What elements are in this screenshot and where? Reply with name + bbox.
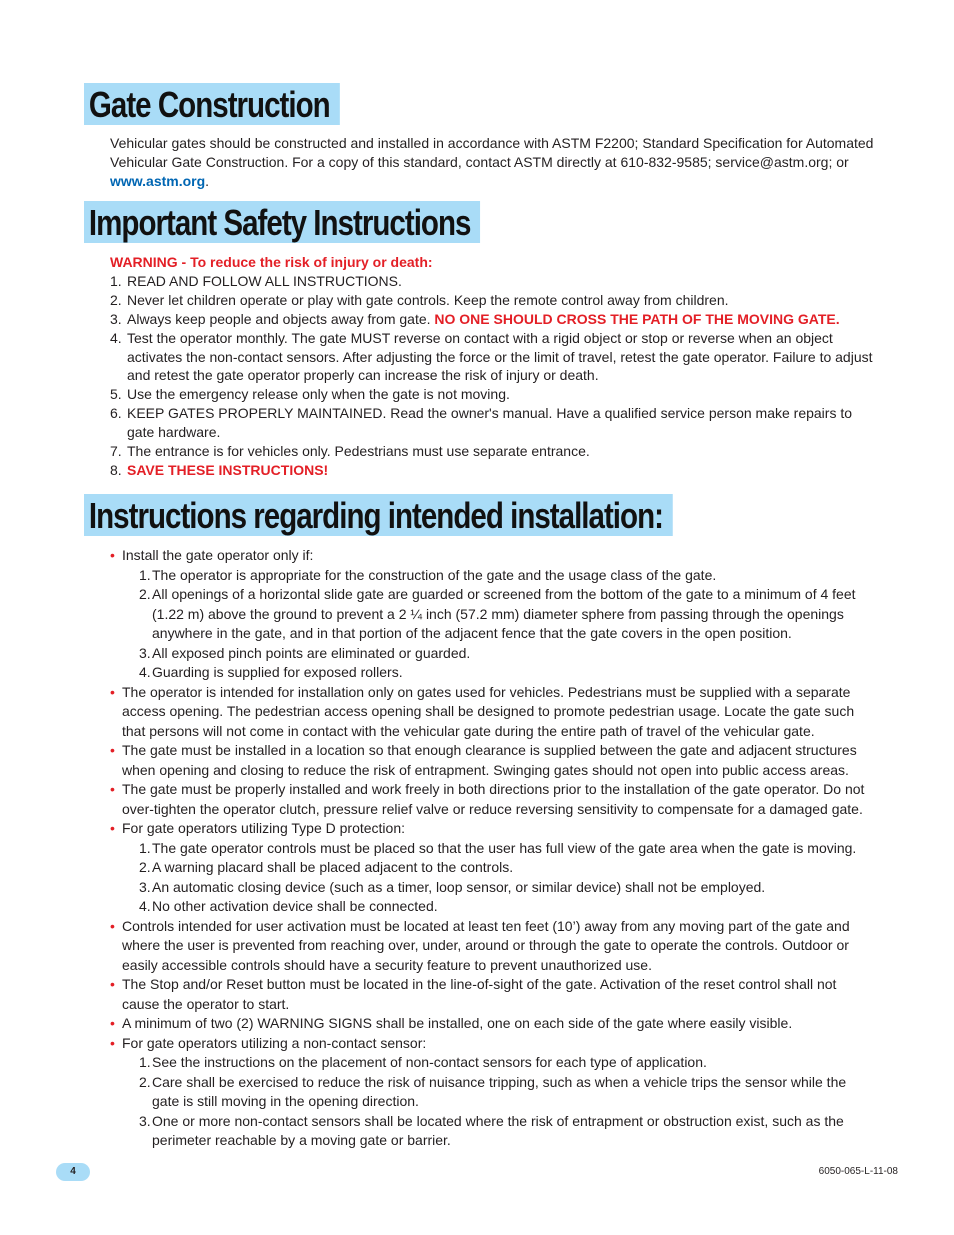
sub-item-number: 4. xyxy=(139,664,151,680)
sub-item-number: 2. xyxy=(139,586,151,602)
safety-warning: WARNING - To reduce the risk of injury or death: xyxy=(110,254,433,270)
sub-item-text: All openings of a horizontal slide gate are guarded or screened from the bottom of the gate to a minimum of 4 feet (1.22 m) above the ground to prevent a 2 ¼ inch (57.2 mm) diameter sphere from passing through the openings anywhere in the gate, and in that portion of the adjacent fence that the gate covers in the open position. xyxy=(152,586,856,641)
sub-item-number: 3. xyxy=(139,644,151,661)
item-text: Never let children operate or play with gate controls. Keep the remote control away from children. xyxy=(127,291,729,308)
sub-item xyxy=(122,1053,875,1073)
item-text: Test the operator monthly. The gate MUST reverse on contact with a rigid object or stop or reverse when an object activates the non-contact sensors. After adjusting the force or the limit of travel, retest the gate operator. Failure to adjust and retest the gate operator properly can increase the risk of injury or death. xyxy=(127,329,873,384)
item-text: Use the emergency release only when the gate is not moving. xyxy=(127,386,510,403)
bullet-text: Install the gate operator only if: xyxy=(122,547,314,563)
sub-item-text: See the instructions on the placement of non-contact sensors for each type of application. xyxy=(152,1054,707,1070)
item-text: READ AND FOLLOW ALL INSTRUCTIONS. xyxy=(127,272,402,289)
bullet-text: The gate must be properly installed and work freely in both directions prior to the installation of the gate operator. Do not over-tighten the operator clutch, pressure relief valve or reduce reversing sensitivity to compensate for a damaged gate. xyxy=(122,781,865,817)
bullet-text: For gate operators utilizing a non-contact sensor: xyxy=(122,1034,427,1051)
section-heading-safety: Important Safety Instructions xyxy=(84,201,480,243)
bullet-icon: • xyxy=(110,547,115,563)
installation-bullet xyxy=(110,917,875,976)
bullet-icon: • xyxy=(110,1034,115,1051)
safety-item xyxy=(110,272,875,291)
bullet-text: The gate must be installed in a location so that enough clearance is supplied between the gate and adjacent structures when opening and closing to reduce the risk of entrapment. Swinging gates should not open into public access areas. xyxy=(122,742,857,778)
item-number: 4. xyxy=(110,329,122,346)
installation-bullet xyxy=(110,1034,875,1151)
sub-item xyxy=(122,839,875,859)
gate-construction-tail: . xyxy=(205,173,210,189)
sub-item xyxy=(122,663,875,683)
sub-item-text: One or more non-contact sensors shall be located where the risk of entrapment or obstruction exist, such as the perimeter reachable by a moving gate or barrier. xyxy=(152,1112,844,1148)
safety-item xyxy=(110,385,875,404)
item-number: 7. xyxy=(110,443,122,460)
item-number: 3. xyxy=(110,310,122,327)
item-number: 5. xyxy=(110,386,122,403)
sub-item-number: 1. xyxy=(139,1054,151,1070)
sub-item-text: Guarding is supplied for exposed rollers. xyxy=(152,664,403,680)
sub-list xyxy=(122,1053,875,1151)
sub-item-text: The operator is appropriate for the construction of the gate and the usage class of the gate. xyxy=(152,566,717,583)
sub-item xyxy=(122,566,875,586)
bullet-icon: • xyxy=(110,1015,115,1031)
installation-bullet xyxy=(110,975,875,1014)
bullet-icon: • xyxy=(110,917,115,934)
installation-bullet xyxy=(110,546,875,683)
safety-item xyxy=(110,291,875,310)
sub-item-text: Care shall be exercised to reduce the risk of nuisance tripping, such as when a vehicle trips the sensor while the gate is still moving in the opening direction. xyxy=(152,1073,847,1109)
sub-item xyxy=(122,878,875,898)
document-number: 6050-065-L-11-08 xyxy=(818,1166,898,1177)
item-text: KEEP GATES PROPERLY MAINTAINED. Read the owner's manual. Have a qualified service person make repairs to gate hardware. xyxy=(127,405,853,441)
item-text: The entrance is for vehicles only. Pedestrians must use separate entrance. xyxy=(127,443,590,460)
bullet-text: Controls intended for user activation must be located at least ten feet (10’) away from any moving part of the gate and where the user is prevented from reaching over, under, around or through the gate to operate the controls. Outdoor or easily accessible controls should have a security feature to prevent unauthorized use. xyxy=(122,917,850,973)
sub-item-number: 1. xyxy=(139,566,151,583)
installation-list xyxy=(110,546,875,1151)
gate-construction-paragraph xyxy=(110,134,875,191)
bullet-icon: • xyxy=(110,820,115,836)
page-number: 4 xyxy=(56,1163,90,1181)
sub-item xyxy=(122,644,875,664)
installation-bullet xyxy=(110,819,875,917)
bullet-icon: • xyxy=(110,781,115,797)
installation-bullet xyxy=(110,780,875,819)
item-emphasis: NO ONE SHOULD CROSS THE PATH OF THE MOVING GATE. xyxy=(434,310,840,327)
bullet-text: For gate operators utilizing Type D protection: xyxy=(122,820,406,836)
safety-item xyxy=(110,310,875,329)
section-heading-installation: Instructions regarding intended installation: xyxy=(84,494,673,536)
bullet-icon: • xyxy=(110,976,115,992)
item-number: 6. xyxy=(110,405,122,422)
bullet-icon: • xyxy=(110,742,115,758)
item-number: 2. xyxy=(110,291,122,308)
sub-item xyxy=(122,897,875,917)
sub-item-number: 2. xyxy=(139,1073,151,1090)
sub-item-text: An automatic closing device (such as a timer, loop sensor, or similar device) shall not be employed. xyxy=(152,878,766,895)
safety-item xyxy=(110,461,875,480)
sub-item-number: 3. xyxy=(139,1112,151,1129)
installation-bullet xyxy=(110,741,875,780)
item-text: Always keep people and objects away from gate. xyxy=(127,310,435,327)
safety-item xyxy=(110,442,875,461)
sub-item-text: A warning placard shall be placed adjacent to the controls. xyxy=(152,859,514,875)
sub-item xyxy=(122,1112,875,1151)
safety-instructions xyxy=(110,253,875,480)
sub-list xyxy=(122,839,875,917)
item-number: 8. xyxy=(110,461,122,478)
sub-item-text: The gate operator controls must be placed so that the user has full view of the gate area when the gate is moving. xyxy=(152,839,857,856)
bullet-text: The operator is intended for installation only on gates used for vehicles. Pedestrians must be supplied with a separate access opening. The pedestrian access opening shall be designed to promote pedestrian usage. Locate the gate such that persons will not come in contact with the vehicular gate during the entire path of travel of the vehicular gate. xyxy=(122,683,855,739)
safety-item xyxy=(110,329,875,386)
sub-item xyxy=(122,585,875,644)
item-number: 1. xyxy=(110,272,122,289)
safety-list xyxy=(110,272,875,480)
bullet-text: A minimum of two (2) WARNING SIGNS shall be installed, one on each side of the gate where easily visible. xyxy=(122,1015,793,1031)
sub-item xyxy=(122,1073,875,1112)
installation-bullet xyxy=(110,1014,875,1034)
gate-construction-text: Vehicular gates should be constructed and installed in accordance with ASTM F2200; Standard Specification for Automated Vehicular Gate Construction. For a copy of this standard, contact ASTM directly at 610-832-9585; service@astm.org; or xyxy=(110,135,874,170)
bullet-text: The Stop and/or Reset button must be located in the line-of-sight of the gate. Activation of the reset control shall not cause the operator to start. xyxy=(122,976,837,1012)
sub-item-number: 3. xyxy=(139,878,151,895)
sub-item-number: 2. xyxy=(139,859,151,875)
sub-item-text: All exposed pinch points are eliminated or guarded. xyxy=(152,644,471,661)
bullet-icon: • xyxy=(110,683,115,700)
item-emphasis: SAVE THESE INSTRUCTIONS! xyxy=(127,461,329,478)
section-heading-gate-construction: Gate Construction xyxy=(84,83,340,125)
installation-bullet xyxy=(110,683,875,742)
astm-link[interactable]: www.astm.org xyxy=(110,173,206,189)
sub-item-number: 1. xyxy=(139,839,151,856)
sub-list xyxy=(122,566,875,683)
sub-item-text: No other activation device shall be connected. xyxy=(152,898,438,914)
safety-item xyxy=(110,404,875,442)
sub-item-number: 4. xyxy=(139,898,151,914)
sub-item xyxy=(122,858,875,878)
